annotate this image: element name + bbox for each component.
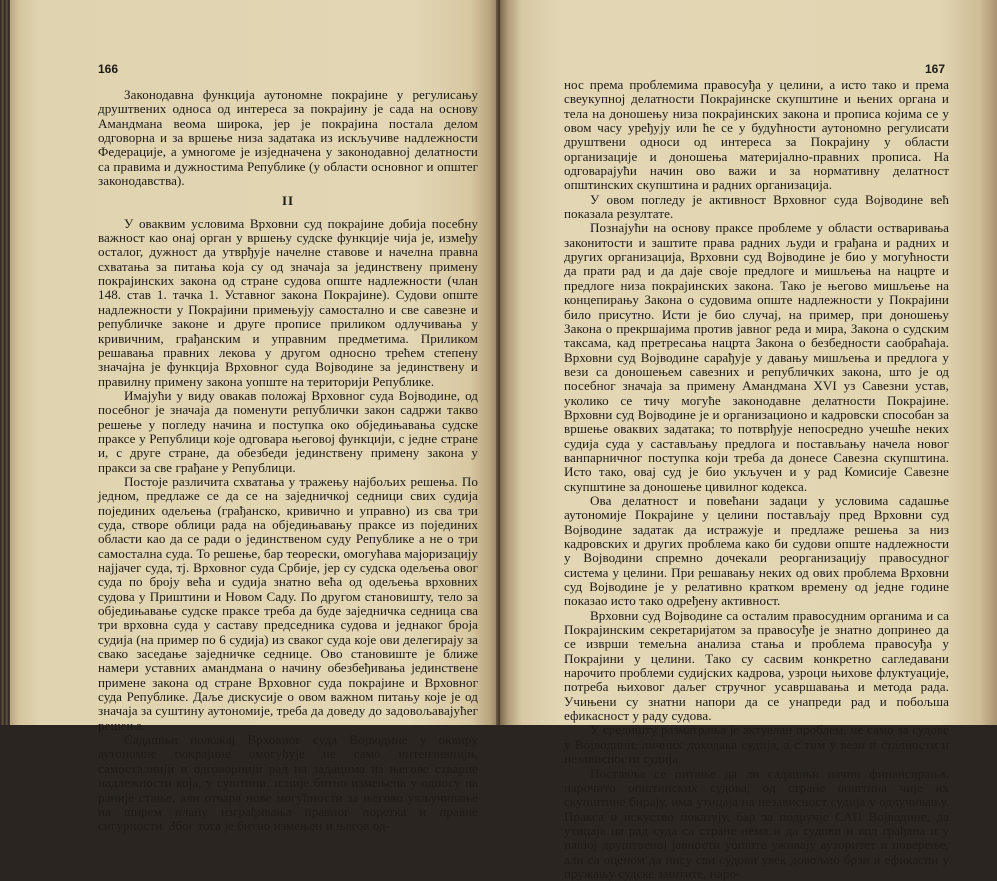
paragraph: Поставља се питање да ли садашњи начин финансирања, нарочито општинских судова, од стране општина чије их скупштине бирају, има утицаја на независност судија у одлучивању. Пракса и искуство показују, бар за подручје САП Војводине, да утицаја на рад суда са стране нема и да судови и код грађана и у нашој друштвеној јавности уопште уживају ауторитет и поверење, али са оценом да нису сви судови увек довољно брзи и ефикасни у пружању судске заштите, наро- — [564, 767, 949, 881]
paragraph: Врховни суд Војводине са осталим правосудним органима и са Покрајинским секретаријатом за правосуђе је знатно допринео да се изврши темељна анализа стања и проблема правосуђа у Покрајини у целини. Тако су сасвим конкретно сагледавани нарочито проблеми судијских кадрова, узроци њихове флуктуације, потреба њиховог даљег стручног усавршавања и метода рада. Учињени су знатни напори да се унапреди рад и побољша ефикасност у раду судова. — [564, 609, 949, 724]
paragraph: Имајући у виду овакав положај Врховног суда Војводине, од посебног је значаја да поменути републички закон садржи такво решење у погледу начина и поступка око обједињавања судске праксе у Републици које одговара његовој функцији, с једне стране и, с друге стране, да обезбеди јединствену примену закона у пракси за све грађане у Републици. — [98, 389, 478, 475]
paragraph: Познајући на основу праксе проблеме у области остваривања законитости и заштите права радних људи и грађана и радних и других организација, Врховни суд Војводине је био у могућности да прати рад и да даје своје предлоге и мишљења на нацрте и предлоге низа покрајинских закона. Тако је његово мишљење на концепирању Закона о судовима опште надлежности у Покрајини било присутно. Исти је био случај, на пример, при доношењу Закона о прекршајима против јавног реда и мира, Закона о судским таксама, кад претресања нацрта Закона о безбедности саобраћаја. Врховни суд Војводине сарађује у давању мишљења и предлога у вези са доношењем савезних и републичких закона, што је од посебног значаја за примену Амандмана XVI уз Савезни устав, уколико се тичу могуће законодавне делатности Покрајине. Врховни суд Војводине је и организационо и кадровски способан за вршење оваквих задатака; то потврђује непосредно учешће неких судија суда у састављању предлога и постављању начела новог ванпарничног поступка који треба да донесе Савезна скупштина. Исто тако, овај суд је био укључен и у рад Комисије Савезне скупштине за доношење цивилног кодекса. — [564, 221, 949, 494]
section-heading: II — [98, 194, 478, 208]
page-number-left: 166 — [98, 62, 118, 76]
paragraph: У средишту разматрања је актуелан проблем, не само за судове у Војводини, личних доходака судија, а с тим у вези и сталности и независности судија. — [564, 723, 949, 766]
right-page-body — [564, 78, 949, 881]
right-page — [500, 0, 997, 725]
paragraph: Садашњи положај Врховног суда Војводине у оквиру аутономне покрајине омогућује не само интензивнији, самосталнији и одговорнији рад на задацима из његове стварне надлежности која, у суштини, и није битно измењена у односу на раније стање, али отвара нове могућности за његово укључивање на ширем плану изграђивања правног поретка и правне сигурности. Због тога је битно измењен и његов од- — [98, 733, 478, 833]
paragraph: Ова делатност и повећани задаци у условима садашње аутономије Покрајине у целини постављају пред Врховни суд Војводине задатак да истражује и предлаже решења за низ кадровских и других проблема како би судови опште надлежности у Војводини спремно дочекали реорганизацију правосудног система у целини. При решавању неких од ових проблема Врховни суд Војводине је у релативно кратком времену од једне године показао исто тако одређену активност. — [564, 494, 949, 609]
paragraph: Постоје различита схватања у тражењу најбољих решења. По једном, предлаже се да се на заједничкој седници свих судија појединих одељења (грађанско, кривично и управно) из сва три суда, створе облици рада на обједињавању праксе из појединих области као да се ради о јединственом суду Републике а не о три самостална суда. То решење, бар теорески, омогућава мајоризацију најјачег суда, тј. Врховног суда Србије, јер су судска одељења овог суда по броју већа и судија знатно већа од одељења врховних судова у Приштини и Новом Саду. По другом становишту, тело за обједињавање судске праксе треба да буде заједничка седница сва три врховна суда у саставу председника судова и једнаког броја судија (на пример по 6 судија) из сваког суда које ови делегирају за свако заседање заједничке седнице. Ово становиште је ближе намери уставних амандмана о начину обезбеђивања јединствене примене закона од стране Врховног суда покрајине и Врховног суда Републике. Даље дискусије о овом важном питању које је од значаја за суштину аутономије, треба да доведу до задовољавајућег решења. — [98, 475, 478, 733]
paragraph: У оваквим условима Врховни суд покрајине добија посебну важност као онај орган у вршењу судске функције чија је, између осталог, дужност да утврђује начелне ставове и начелна правна схватања за питања која су од значаја за јединствену примену покрајинских закона од стране судова опште надлежности (члан 148. став 1. тачка 1. Уставног закона Покрајине). Судови опште надлежности у Покрајини примењују самостално и све савезне и републичке законе и друге прописе приликом одлучивања у кривичним, грађанским и управним предметима. Приликом решавања правних лекова у другом односно трећем степену значајна је функција Врховног суда Војводине за јединствену и правилну примену закона уопште на територији Републике. — [98, 217, 478, 389]
paragraph: нос према проблемима правосуђа у целини, а исто тако и према свеукупној делатности Покрајинске скупштине и њених органа и тела на доношењу низа покрајинских закона и прописа којима се у овом часу уређују или ће се у будућности аутономно регулисати друштвени односи од интереса за Покрајину у области организације и доношења материјално-правних прописа. На одговарајући начин ово важи и за нормативну делатност општинских скупштина и радних организација. — [564, 78, 949, 193]
left-page-body — [98, 88, 478, 834]
left-page — [10, 0, 500, 725]
paragraph: Законодавна функција аутономне покрајине у регулисању друштвених односа од интереса за покрајину је сада на основу Амандмана веома широка, јер је покрајина постала делом одговорна и за вршење низа задатака из искључиве надлежности Федерације, а умногоме је изједначена у законодавној делатности са правима и дужностима Републике (у области основног и општег законодавства). — [98, 88, 478, 188]
paragraph: У овом погледу је активност Врховног суда Војводине већ показала резултате. — [564, 193, 949, 222]
page-number-right: 167 — [925, 62, 945, 76]
